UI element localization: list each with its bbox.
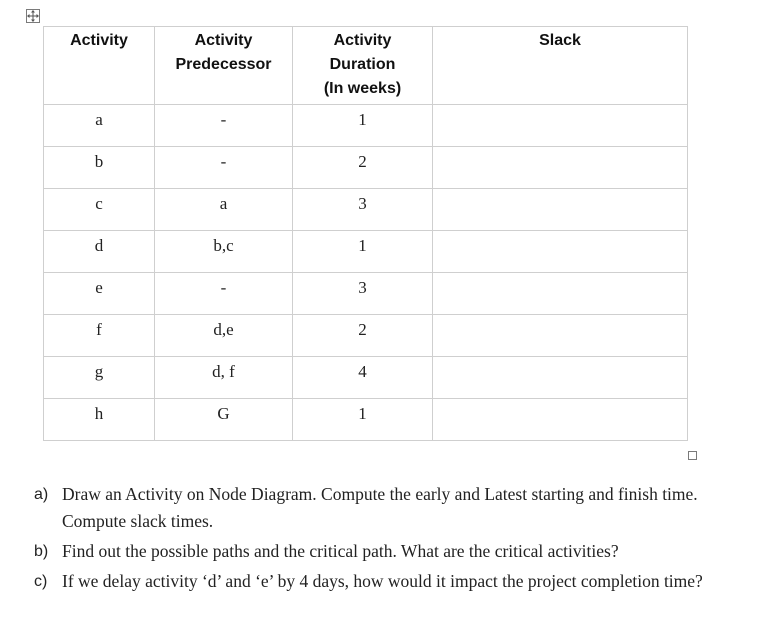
cell-duration[interactable]: 1	[293, 105, 433, 147]
cell-slack[interactable]	[433, 399, 688, 441]
list-item	[34, 481, 744, 535]
header-activity: Activity	[44, 27, 155, 105]
question-text: Draw an Activity on Node Diagram. Compute the early and Latest starting and finish time. Compute slack times.	[62, 484, 698, 531]
cell-predecessor[interactable]: G	[155, 399, 293, 441]
cell-predecessor[interactable]: a	[155, 189, 293, 231]
table-row	[44, 147, 688, 189]
list-item	[34, 538, 744, 565]
cell-duration[interactable]: 4	[293, 357, 433, 399]
cell-activity[interactable]: d	[44, 231, 155, 273]
cell-slack[interactable]	[433, 231, 688, 273]
table-header-row	[44, 27, 688, 105]
question-label: b)	[34, 543, 49, 560]
cell-slack[interactable]	[433, 357, 688, 399]
cell-predecessor[interactable]: -	[155, 147, 293, 189]
cell-activity[interactable]: g	[44, 357, 155, 399]
cell-predecessor[interactable]: d,e	[155, 315, 293, 357]
table-row	[44, 399, 688, 441]
cell-slack[interactable]	[433, 189, 688, 231]
question-text: If we delay activity ‘d’ and ‘e’ by 4 days, how would it impact the project completion time?	[62, 571, 703, 591]
header-duration: Activity Duration (In weeks)	[293, 27, 433, 105]
cell-predecessor[interactable]: -	[155, 105, 293, 147]
cell-duration[interactable]: 2	[293, 147, 433, 189]
table-move-handle-icon[interactable]	[26, 9, 40, 23]
question-list	[34, 481, 744, 598]
table-row	[44, 357, 688, 399]
table-resize-handle-icon[interactable]	[688, 451, 697, 460]
cell-predecessor[interactable]: d, f	[155, 357, 293, 399]
question-label: c)	[34, 573, 48, 590]
cell-duration[interactable]: 2	[293, 315, 433, 357]
cell-slack[interactable]	[433, 315, 688, 357]
activity-table	[43, 26, 688, 441]
cell-activity[interactable]: c	[44, 189, 155, 231]
cell-slack[interactable]	[433, 273, 688, 315]
cell-predecessor[interactable]: -	[155, 273, 293, 315]
cell-duration[interactable]: 1	[293, 399, 433, 441]
question-text: Find out the possible paths and the critical path. What are the critical activities?	[62, 541, 619, 561]
header-slack: Slack	[433, 27, 688, 105]
table-row	[44, 189, 688, 231]
cell-duration[interactable]: 3	[293, 189, 433, 231]
cell-activity[interactable]: f	[44, 315, 155, 357]
header-predecessor: Activity Predecessor	[155, 27, 293, 105]
question-label: a)	[34, 486, 49, 503]
table-row	[44, 273, 688, 315]
table-row	[44, 231, 688, 273]
cell-predecessor[interactable]: b,c	[155, 231, 293, 273]
cell-duration[interactable]: 1	[293, 231, 433, 273]
list-item	[34, 568, 744, 595]
cell-slack[interactable]	[433, 147, 688, 189]
cell-activity[interactable]: h	[44, 399, 155, 441]
table-row	[44, 315, 688, 357]
table-row	[44, 105, 688, 147]
cell-activity[interactable]: e	[44, 273, 155, 315]
cell-activity[interactable]: a	[44, 105, 155, 147]
cell-duration[interactable]: 3	[293, 273, 433, 315]
cell-slack[interactable]	[433, 105, 688, 147]
cell-activity[interactable]: b	[44, 147, 155, 189]
